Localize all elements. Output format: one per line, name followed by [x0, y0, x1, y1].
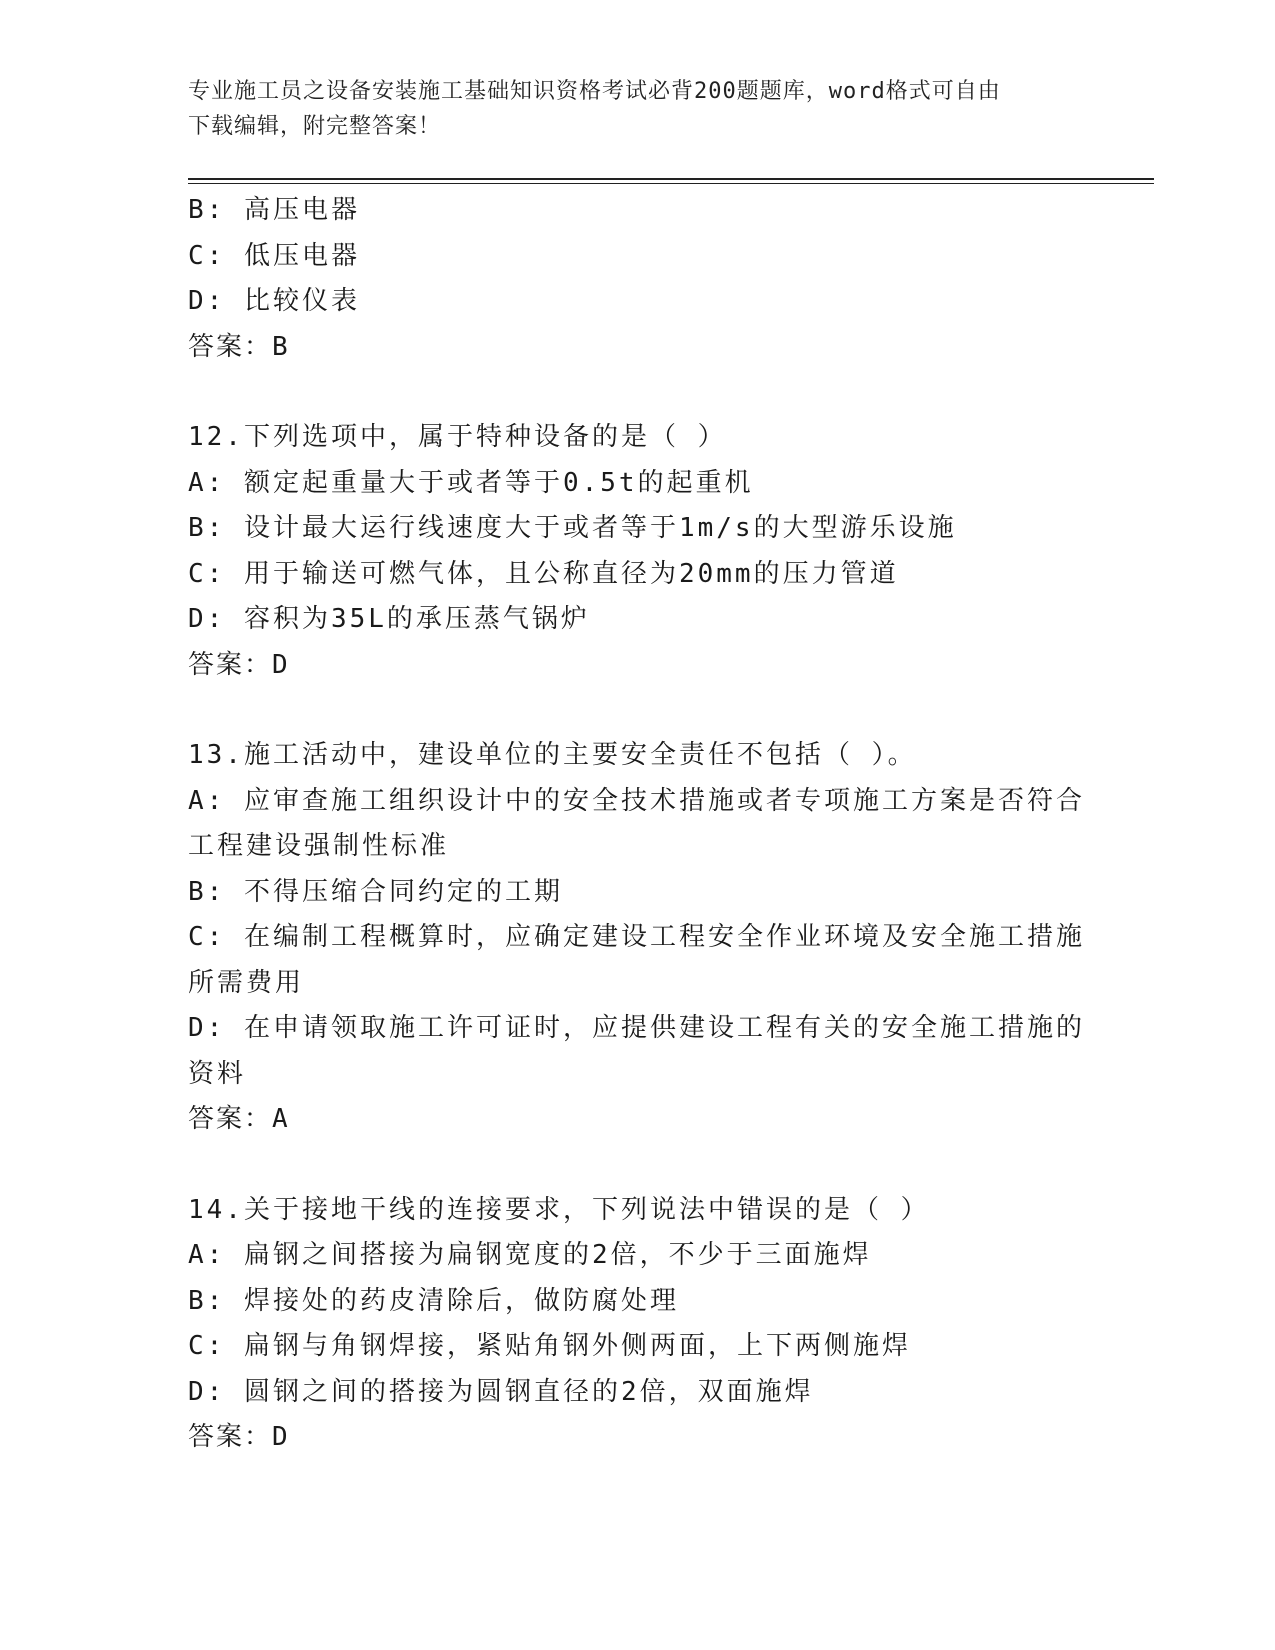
- header-line-2: 下载编辑，附完整答案！: [188, 114, 442, 139]
- question-stem: 14.关于接地干线的连接要求，下列说法中错误的是（ ）: [188, 1194, 930, 1225]
- option-d: D: 在申请领取施工许可证时，应提供建设工程有关的安全施工措施的资料: [188, 1013, 1085, 1089]
- question-12: [188, 415, 1088, 688]
- answer-line: 答案：B: [188, 331, 290, 362]
- option-d: D: 比较仪表: [188, 286, 360, 316]
- answer-line: 答案：D: [188, 1422, 290, 1452]
- header-rule-thick: [188, 178, 1154, 180]
- option-a: A: 应审查施工组织设计中的安全技术措施或者专项施工方案是否符合工程建设强制性标准: [188, 785, 1085, 861]
- question-14: [188, 1188, 1088, 1461]
- option-c: C: 用于输送可燃气体，且公称直径为20mm的压力管道: [188, 558, 899, 589]
- option-b: B: 不得压缩合同约定的工期: [188, 876, 563, 907]
- option-c: C: 在编制工程概算时，应确定建设工程安全作业环境及安全施工措施所需费用: [188, 922, 1085, 998]
- answer-line: 答案：D: [188, 649, 290, 680]
- option-c: C: 扁钢与角钢焊接，紧贴角钢外侧两面，上下两侧施焊: [188, 1331, 911, 1361]
- question-stem: 12.下列选项中，属于特种设备的是（ ）: [188, 422, 727, 452]
- option-b: B: 设计最大运行线速度大于或者等于1m/s的大型游乐设施: [188, 513, 957, 543]
- option-a: A: 额定起重量大于或者等于0.5t的起重机: [188, 467, 754, 498]
- option-b: B: 焊接处的药皮清除后，做防腐处理: [188, 1285, 679, 1316]
- option-b: B: 高压电器: [188, 195, 360, 225]
- option-a: A: 扁钢之间搭接为扁钢宽度的2倍，不少于三面施焊: [188, 1240, 872, 1270]
- header-rule-thin: [188, 183, 1154, 184]
- answer-line: 答案：A: [188, 1104, 290, 1134]
- question-content: [188, 188, 1088, 1461]
- question-13: [188, 733, 1088, 1143]
- question-stem: 13.施工活动中，建设单位的主要安全责任不包括（ ）。: [188, 740, 917, 770]
- option-c: C: 低压电器: [188, 240, 360, 271]
- option-d: D: 圆钢之间的搭接为圆钢直径的2倍，双面施焊: [188, 1376, 814, 1407]
- option-d: D: 容积为35L的承压蒸气锅炉: [188, 604, 590, 634]
- previous-question-tail: [188, 188, 1088, 370]
- document-header: [188, 74, 1078, 144]
- header-line-1: 专业施工员之设备安装施工基础知识资格考试必背200题题库，word格式可自由: [188, 79, 1001, 104]
